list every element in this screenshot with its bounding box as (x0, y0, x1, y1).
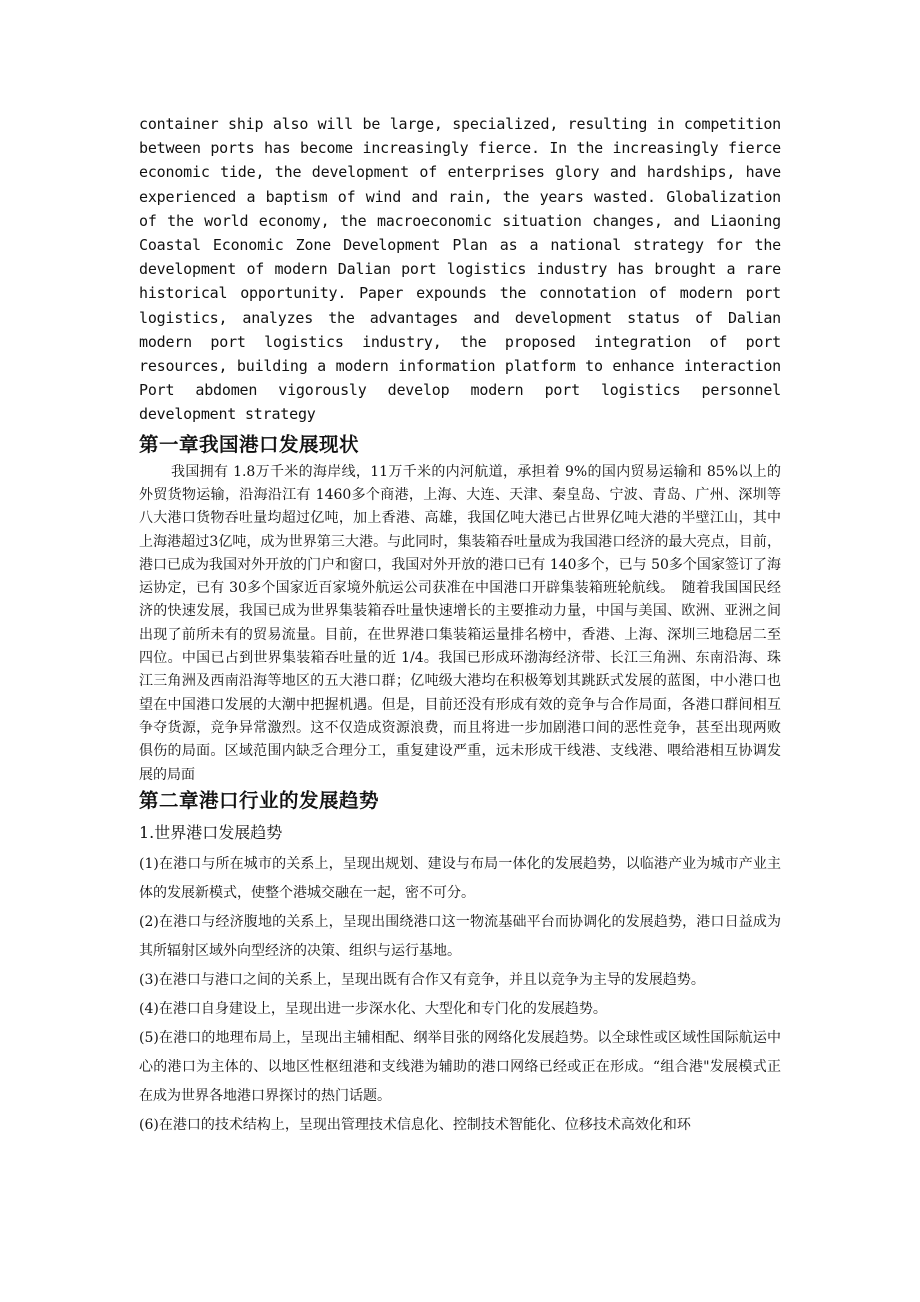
page-content (139, 112, 781, 1140)
section-1-title: 1.世界港口发展趋势 (139, 822, 283, 842)
list-item: (4)在港口自身建设上，呈现出进一步深水化、大型化和专门化的发展趋势。 (139, 1000, 607, 1017)
chapter-1-paragraph: 我国拥有 1.8万千米的海岸线，11万千米的内河航道，承担着 9%的国内贸易运输和 85%以上的外贸货物运输，沿海沿江有 1460多个商港，上海、大连、天津、秦皇岛、宁波、青岛、广州、深圳等八大港口货物吞吐量均超过亿吨，加上香港、高雄，我国亿吨大港已占世界亿吨大港的半壁江山，其中上海港超过3亿吨，成为世界第三大港。与此同时，集装箱吞吐量成为我国港口经济的最大亮点，目前，港口已成为我国对外开放的门户和窗口，我国对外开放的港口已有 140多个，已与 50多个国家签订了海运协定，已有 30多个国家近百家境外航运公司获准在中国港口开辟集装箱班轮航线。 随着我国国民经济的快速发展，我国已成为世界集装箱吞吐量快速增长的主要推动力量，中国与美国、欧洲、亚洲之间出现了前所未有的贸易流量。目前，在世界港口集装箱运量排名榜中，香港、上海、深圳三地稳居二至四位。中国已占到世界集装箱吞吐量的近 1/4。我国已形成环渤海经济带、长江三角洲、东南沿海、珠江三角洲及西南沿海等地区的五大港口群；亿吨级大港均在积极筹划其跳跃式发展的蓝图，中小港口也望在中国港口发展的大潮中把握机遇。但是，目前还没有形成有效的竞争与合作局面，各港口群间相互争夺货源，竞争异常激烈。这不仅造成资源浪费，而且将进一步加剧港口间的恶性竞争，甚至出现两败俱伤的局面。区域范围内缺乏合理分工，重复建设严重，远未形成干线港、支线港、喂给港相互协调发展的局面 (139, 463, 781, 783)
list-item: (6)在港口的技术结构上，呈现出管理技术信息化、控制技术智能化、位移技术高效化和环 (139, 1116, 691, 1133)
list-item: (5)在港口的地理布局上，呈现出主辅相配、纲举目张的网络化发展趋势。以全球性或区域性国际航运中心的港口为主体的、以地区性枢纽港和支线港为辅助的港口网络已经或正在形成。“组合港"发展模式正在成为世界各地港口界探讨的热门话题。 (139, 1029, 781, 1104)
english-abstract: container ship also will be large, specialized, resulting in competition between ports has become increasingly fierce. In the increasingly fierce economic tide, the development of enterprises glory and hardships, have experienced a baptism of wind and rain, the years wasted. Globalization of the world economy, the macroeconomic situation changes, and Liaoning Coastal Economic Zone Development Plan as a national strategy for the development of modern Dalian port logistics industry has brought a rare historical opportunity. Paper expounds the connotation of modern port logistics, analyzes the advantages and development status of Dalian modern port logistics industry, the proposed integration of port resources, building a modern information platform to enhance interaction Port abdomen vigorously develop modern port logistics personnel development strategy (139, 115, 781, 424)
chapter-1-title: 第一章我国港口发展现状 (139, 432, 360, 456)
list-item: (3)在港口与港口之间的关系上，呈现出既有合作又有竞争，并且以竞争为主导的发展趋势。 (139, 971, 705, 988)
trend-list (139, 850, 781, 1140)
list-item: (1)在港口与所在城市的关系上，呈现出规划、建设与布局一体化的发展趋势，以临港产业为城市产业主体的发展新模式，使整个港城交融在一起，密不可分。 (139, 855, 781, 901)
chapter-2-title: 第二章港口行业的发展趋势 (139, 788, 380, 812)
list-item: (2)在港口与经济腹地的关系上，呈现出围绕港口这一物流基础平台而协调化的发展趋势，港口日益成为其所辐射区域外向型经济的决策、组织与运行基地。 (139, 913, 781, 959)
